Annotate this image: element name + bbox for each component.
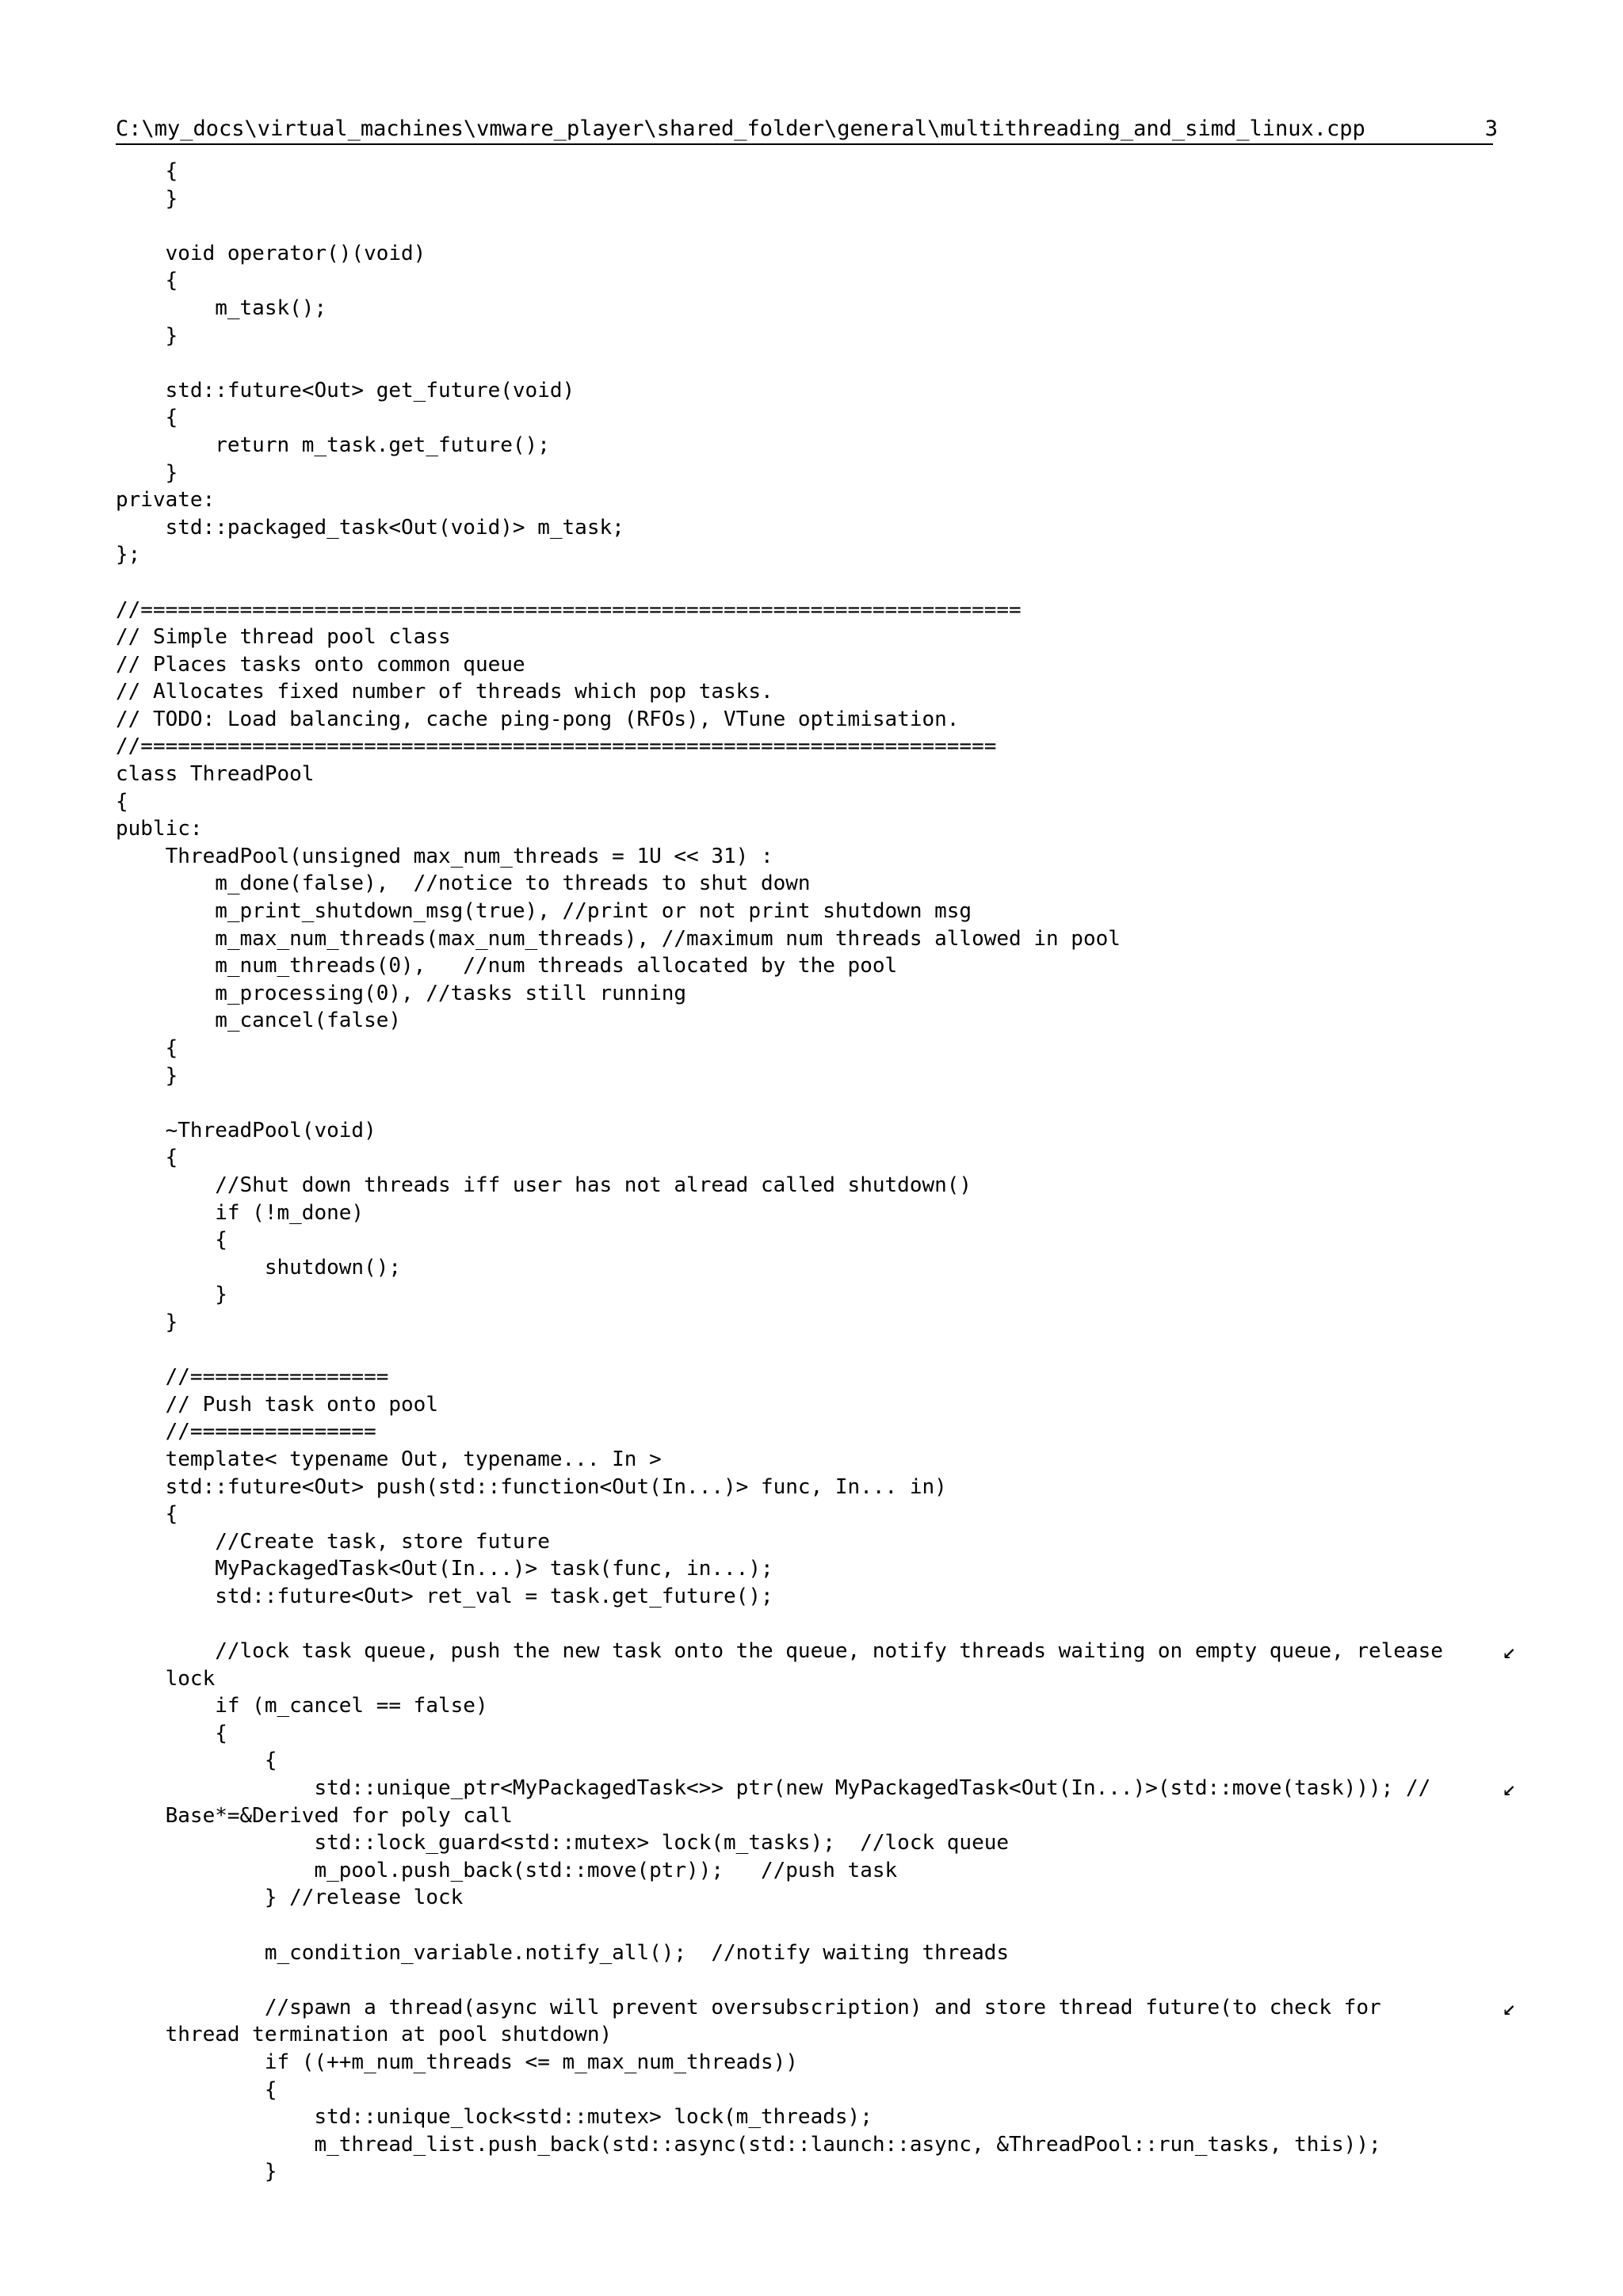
code-line-text: m_done(false), //notice to threads to shut down bbox=[116, 871, 811, 896]
code-line-text: { bbox=[116, 1228, 227, 1253]
code-line-text: } bbox=[116, 186, 178, 211]
code-line bbox=[116, 1391, 1542, 1419]
code-line-text: { bbox=[116, 1036, 178, 1060]
code-line bbox=[116, 1144, 1542, 1172]
code-line-text: template< typename Out, typename... In > bbox=[116, 1447, 662, 1471]
code-line bbox=[116, 651, 1542, 679]
code-line-text: // Places tasks onto common queue bbox=[116, 652, 525, 677]
code-line-text: { bbox=[116, 269, 178, 293]
code-line-text: ~ThreadPool(void) bbox=[116, 1118, 376, 1142]
code-line bbox=[116, 1692, 1542, 1720]
code-line-text: //Shut down threads iff user has not alread called shutdown() bbox=[116, 1173, 972, 1197]
code-line bbox=[116, 541, 1542, 569]
code-line-text: return m_task.get_future(); bbox=[116, 433, 550, 457]
code-line bbox=[116, 1829, 1542, 1857]
code-line-text: } //release lock bbox=[116, 1886, 464, 1910]
code-line-text: //lock task queue, push the new task onto the queue, notify threads waiting on empty queue, release bbox=[116, 1639, 1443, 1664]
code-line bbox=[116, 678, 1542, 706]
code-line bbox=[116, 1555, 1542, 1583]
code-line-text: lock bbox=[116, 1666, 216, 1691]
code-line bbox=[116, 1363, 1542, 1391]
code-line bbox=[116, 1610, 1542, 1638]
code-line-text: }; bbox=[116, 543, 141, 567]
code-line-text: m_cancel(false) bbox=[116, 1009, 402, 1033]
code-line bbox=[116, 1528, 1542, 1556]
code-line-text: if (m_cancel == false) bbox=[116, 1694, 488, 1718]
code-line-text: Base*=&Derived for poly call bbox=[116, 1803, 513, 1828]
code-line bbox=[116, 486, 1542, 514]
code-line bbox=[116, 788, 1542, 816]
code-line bbox=[116, 1117, 1542, 1145]
code-line-text: std::packaged_task<Out(void)> m_task; bbox=[116, 515, 624, 540]
code-line bbox=[116, 158, 1542, 185]
code-line-text: if (!m_done) bbox=[116, 1200, 365, 1225]
code-line-text: //======================================================================= bbox=[116, 597, 1022, 622]
code-line bbox=[116, 295, 1542, 322]
code-line-text: MyPackagedTask<Out(In...)> task(func, in...); bbox=[116, 1557, 773, 1581]
code-line-text: m_max_num_threads(max_num_threads), //maximum num threads allowed in pool bbox=[116, 926, 1121, 951]
code-line bbox=[116, 898, 1542, 925]
code-line bbox=[116, 1418, 1542, 1446]
code-line bbox=[116, 460, 1542, 487]
code-line bbox=[116, 1966, 1542, 1994]
code-line-text: //spawn a thread(async will prevent oversubscription) and store thread future(to check for bbox=[116, 1995, 1381, 2019]
code-line-text: m_print_shutdown_msg(true), //print or not print shutdown msg bbox=[116, 899, 972, 924]
code-line-text: std::unique_lock<std::mutex> lock(m_threads); bbox=[116, 2105, 873, 2130]
code-line-text: { bbox=[116, 2077, 277, 2102]
code-line bbox=[116, 1994, 1542, 2022]
code-line bbox=[116, 2158, 1542, 2186]
code-line-text: m_thread_list.push_back(std::async(std::launch::async, &ThreadPool::run_tasks, this)); bbox=[116, 2132, 1381, 2157]
code-line bbox=[116, 1857, 1542, 1885]
code-line-text: m_processing(0), //tasks still running bbox=[116, 981, 687, 1005]
code-line-text: thread termination at pool shutdown) bbox=[116, 2023, 613, 2047]
code-line bbox=[116, 432, 1542, 460]
line-wrap-icon: ↙ bbox=[1503, 1775, 1516, 1802]
code-line-text: ThreadPool(unsigned max_num_threads = 1U << 31) : bbox=[116, 844, 773, 868]
code-line-text: std::future<Out> ret_val = task.get_future(); bbox=[116, 1584, 773, 1608]
code-line bbox=[116, 267, 1542, 295]
header-underline bbox=[116, 143, 1493, 145]
code-line bbox=[116, 1775, 1542, 1802]
code-line bbox=[116, 1035, 1542, 1062]
code-line bbox=[116, 2077, 1542, 2104]
code-line-text: // Simple thread pool class bbox=[116, 625, 451, 650]
code-line-text: private: bbox=[116, 488, 216, 513]
code-line-text: { bbox=[116, 1721, 227, 1745]
code-line-text: } bbox=[116, 460, 178, 485]
code-line bbox=[116, 1501, 1542, 1528]
code-line bbox=[116, 980, 1542, 1008]
code-line-text: //=============== bbox=[116, 1420, 376, 1444]
code-line bbox=[116, 2021, 1542, 2049]
code-line-text: // Push task onto pool bbox=[116, 1392, 438, 1417]
code-line bbox=[116, 1884, 1542, 1912]
code-line-text: } bbox=[116, 2160, 277, 2184]
code-line bbox=[116, 1747, 1542, 1775]
code-line bbox=[116, 870, 1542, 898]
code-line bbox=[116, 1337, 1542, 1364]
page-number: 3 bbox=[1484, 116, 1498, 141]
source-code-listing bbox=[116, 158, 1542, 2186]
code-line-text: class ThreadPool bbox=[116, 762, 315, 787]
code-line bbox=[116, 1199, 1542, 1227]
code-line bbox=[116, 706, 1542, 734]
code-line-text: } bbox=[116, 1283, 227, 1307]
code-line-text: { bbox=[116, 406, 178, 430]
code-line bbox=[116, 733, 1542, 761]
code-line-text: m_condition_variable.notify_all(); //notify waiting threads bbox=[116, 1940, 1010, 1965]
code-line-text: shutdown(); bbox=[116, 1255, 402, 1280]
code-line bbox=[116, 1226, 1542, 1254]
code-line-text: std::future<Out> push(std::function<Out(In...)> func, In... in) bbox=[116, 1474, 947, 1499]
code-line-text: if ((++m_num_threads <= m_max_num_threads)) bbox=[116, 2050, 798, 2074]
code-line-text: { bbox=[116, 1146, 178, 1170]
code-line bbox=[116, 1912, 1542, 1939]
code-line-text: std::lock_guard<std::mutex> lock(m_tasks); //lock queue bbox=[116, 1831, 1010, 1855]
code-line bbox=[116, 761, 1542, 788]
code-line-text: } bbox=[116, 1063, 178, 1088]
code-line bbox=[116, 569, 1542, 597]
line-wrap-icon: ↙ bbox=[1503, 1638, 1516, 1665]
code-line bbox=[116, 1665, 1542, 1693]
code-line-text: // TODO: Load balancing, cache ping-pong (RFOs), VTune optimisation. bbox=[116, 707, 960, 731]
code-line bbox=[116, 1254, 1542, 1282]
code-line-text: } bbox=[116, 1310, 178, 1334]
code-line bbox=[116, 1583, 1542, 1611]
code-line-text: m_task(); bbox=[116, 296, 327, 320]
code-line-text: } bbox=[116, 323, 178, 348]
code-line bbox=[116, 952, 1542, 980]
code-line bbox=[116, 514, 1542, 542]
page-header bbox=[116, 114, 1498, 144]
code-line bbox=[116, 322, 1542, 350]
code-line bbox=[116, 1802, 1542, 1830]
code-line-text: void operator()(void) bbox=[116, 241, 426, 265]
code-line bbox=[116, 185, 1542, 213]
code-line-text: // Allocates fixed number of threads which pop tasks. bbox=[116, 680, 773, 704]
code-line bbox=[116, 2049, 1542, 2077]
code-line-text: m_pool.push_back(std::move(ptr)); //push task bbox=[116, 1858, 898, 1882]
code-line bbox=[116, 377, 1542, 405]
code-line bbox=[116, 1309, 1542, 1337]
code-line bbox=[116, 240, 1542, 268]
code-line bbox=[116, 1720, 1542, 1748]
code-line-text: { bbox=[116, 1502, 178, 1527]
code-line bbox=[116, 2131, 1542, 2159]
code-line-text: { bbox=[116, 789, 128, 814]
code-line bbox=[116, 1474, 1542, 1501]
code-line bbox=[116, 1089, 1542, 1117]
code-line-text: std::future<Out> get_future(void) bbox=[116, 378, 575, 402]
code-line bbox=[116, 2103, 1542, 2131]
code-line bbox=[116, 1062, 1542, 1090]
code-line bbox=[116, 1939, 1542, 1967]
code-line-text: public: bbox=[116, 817, 203, 841]
line-wrap-icon: ↙ bbox=[1503, 1993, 1516, 2020]
code-line bbox=[116, 1281, 1542, 1309]
code-line-text: std::unique_ptr<MyPackagedTask<>> ptr(new MyPackagedTask<Out(In...)>(std::move(task))); // bbox=[116, 1776, 1431, 1801]
code-line-text: m_num_threads(0), //num threads allocated by the pool bbox=[116, 954, 898, 978]
code-line bbox=[116, 925, 1542, 953]
code-line bbox=[116, 843, 1542, 871]
file-path: C:\my_docs\virtual_machines\vmware_player\shared_folder\general\multithreading_and_simd_linux.cpp bbox=[116, 116, 1365, 141]
code-line-text: //===================================================================== bbox=[116, 734, 997, 759]
code-line bbox=[116, 212, 1542, 240]
code-line bbox=[116, 624, 1542, 651]
code-line bbox=[116, 1007, 1542, 1035]
code-line bbox=[116, 349, 1542, 377]
code-line bbox=[116, 815, 1542, 843]
code-line-text: { bbox=[116, 1749, 277, 1773]
code-line bbox=[116, 1172, 1542, 1199]
code-line bbox=[116, 1638, 1542, 1665]
code-line bbox=[116, 404, 1542, 432]
code-line-text: { bbox=[116, 159, 178, 183]
code-line bbox=[116, 597, 1542, 624]
code-line-text: //================ bbox=[116, 1365, 389, 1390]
code-line bbox=[116, 1446, 1542, 1474]
code-line-text: //Create task, store future bbox=[116, 1529, 550, 1554]
